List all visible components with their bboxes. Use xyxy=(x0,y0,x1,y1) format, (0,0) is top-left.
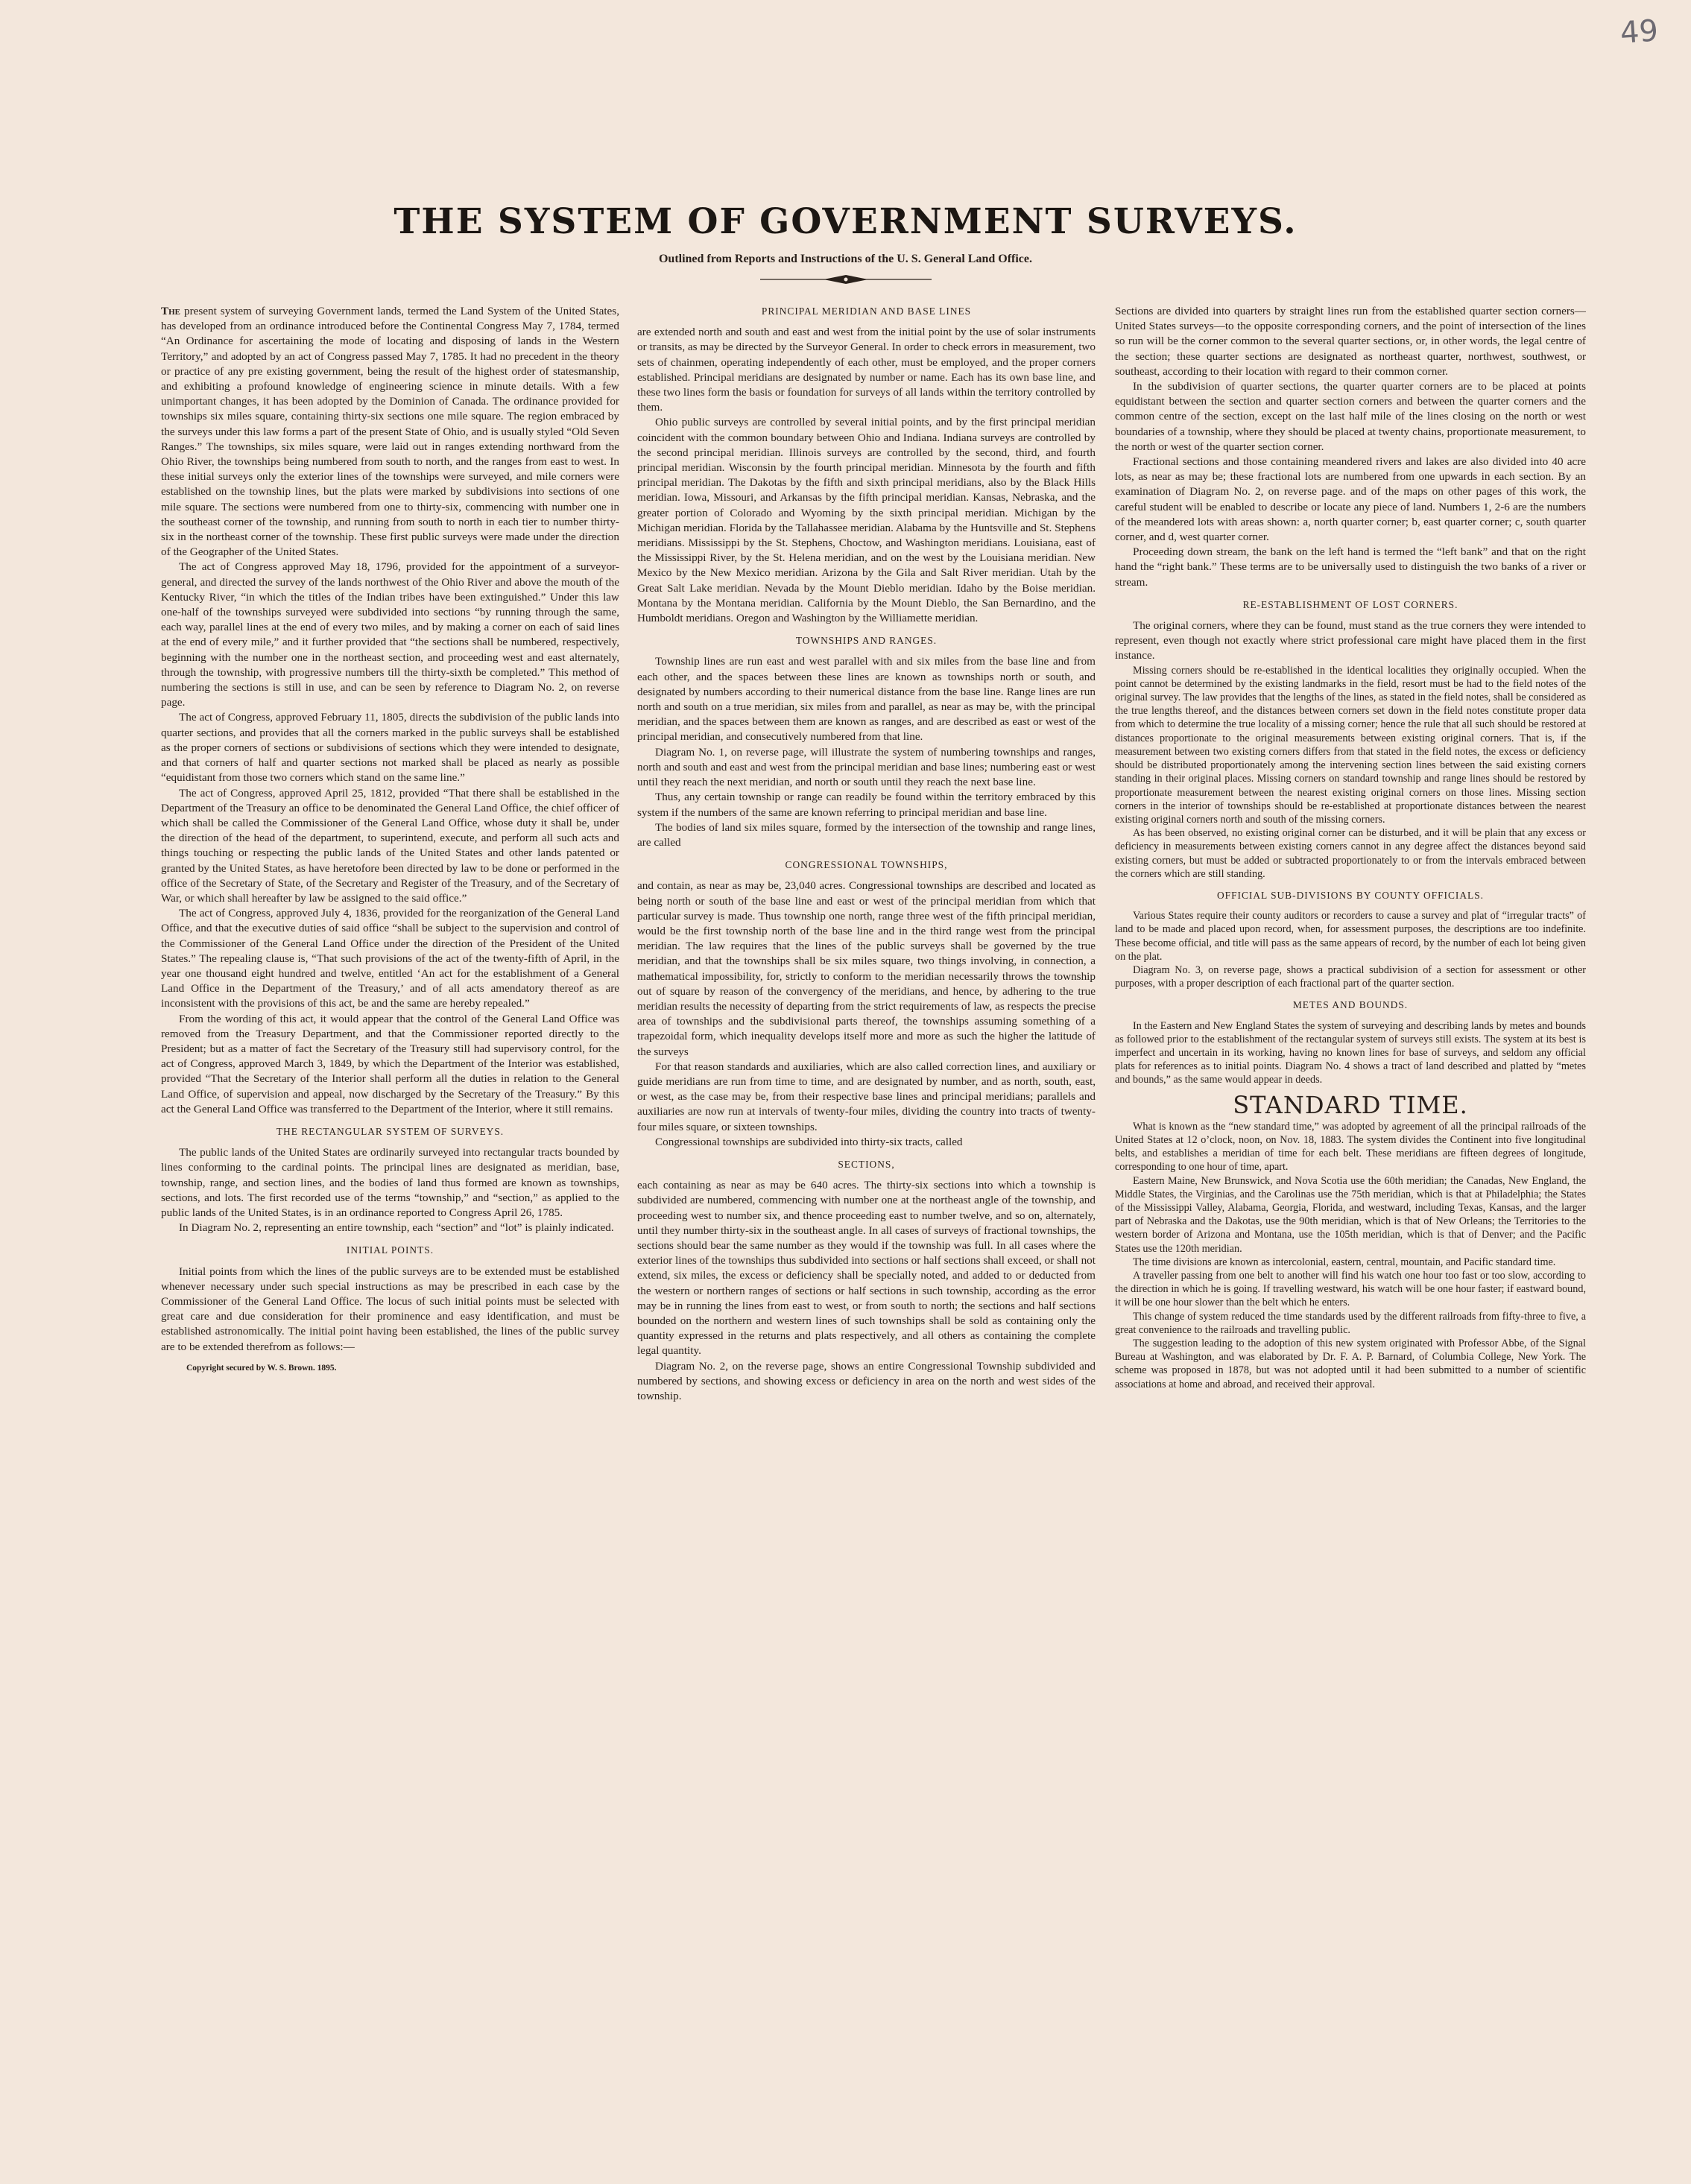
paragraph: Various States require their county auditors or recorders to cause a survey and plat of “irregular tracts” of land to be made and placed upon record, when, for assessment purposes, the descriptions are too indefinite. These become official, and title will pass as the same appears of record, by the number of each lot being given on the plat. xyxy=(1115,910,1586,963)
paragraph: The suggestion leading to the adoption of this new system originated with Professor Abbe, of the Signal Bureau at Washington, and was elaborated by Dr. F. A. P. Barnard, of Columbia College, New York. The scheme was proposed in 1878, but was not adopted until it had been submitted to a number of scientific associations at home and abroad, and received their approval. xyxy=(1115,1338,1586,1390)
paragraph-text: present system of surveying Government lands, termed the Land System of the United States, has developed from an ordinance introduced before the Continental Congress May 7, 1784, termed “An Ordinance for ascertaining the mode of locating and disposing of lands in the Western Territory,” and adopted by an act of Congress passed May 7, 1785. It had no precedent in the theory or practice of any pre existing government, being the result of the highest order of statesmanship, and exhibiting a profound knowledge of engineering science in minute details. With a few unimportant changes, it has been adopted by the Dominion of Canada. The ordinance provided for townships six miles square, containing thirty-six sections one mile square. The region embraced by the surveys under this law forms a part of the present State of Ohio, and is usually styled “Old Seven Ranges.” The townships, six miles square, were laid out in ranges extending northward from the Ohio River, the townships being numbered from south to north, and the ranges from east to west. In these initial surveys only the exterior lines of the townships were surveyed, and mile corners were established on the township lines, but the plats were marked by subdivisions into sections of one mile square. The sections were numbered from one to thirty-six, commencing with number one in the southeast corner of the township, and running from south to north in each tier to number thirty-six in the northeast corner of the township. These first public surveys were made under the direction of the Geographer of the United States. xyxy=(161,305,619,559)
paragraph: From the wording of this act, it would appear that the control of the General Land Office was removed from the Treasury Department, and that the Commissioner reported directly to the President; but as a matter of fact the Secretary of the Treasury still had supervisory control, for the act of Congress, approved March 3, 1849, by which the Department of the Interior was established, provided “That the Secretary of the Interior shall perform all the duties in relation to the General Land Office, of supervision and appeal, now discharged by the Secretary of the Treasury.” By this act the General Land Office was transferred to the Department of the Interior, where it still remains. xyxy=(161,1012,619,1115)
section-heading-sections: SECTIONS, xyxy=(838,1158,895,1170)
paragraph: The act of Congress, approved April 25, 1812, provided “That there shall be established in the Department of the Treasury an office to be denominated the General Land Office, the chief officer of which shall be called the Commissioner of the General Land Office, whose duty it shall be, under the direction of the head of the department, to superintend, execute, and perform all such acts and things touching or respecting the public lands of the United States and other lands patented or granted by the United States, as have heretofore been directed by law to be done or performed in the office of the Secretary of State, of the Secretary and Register of the Treasury, and of the Secretary of War, or which shall hereafter by law be assigned to the said office.” xyxy=(161,786,619,905)
paragraph: each containing as near as may be 640 acres. The thirty-six sections into which a township is subdivided are numbered, commencing with number one at the northeast angle of the township, and proceeding west to number six, and thence proceeding east to number twelve, and so on, alternately, until they number thirty-six in the southeast angle. In all cases of surveys of fractional townships, the sections should bear the same number as they would if the township was full. In all cases where the exterior lines of the townships thus subdivided into sections or half sections shall exceed, or shall not extend, six miles, the excess or deficiency shall be specially noted, and added to or deducted from the western or northern ranges of sections or half sections in such township, according as the error may be in running the lines from east to west, or from south to north; the sections and half sections bounded on the northern and western lines of such townships shall be sold as containing only the quantity expressed in the returns and plats respectively, and all others as containing the complete legal quantity. xyxy=(637,1179,1096,1358)
paragraph: The original corners, where they can be found, must stand as the true corners they were intended to represent, even though not exactly where strict professional care might have placed them in the first instance. xyxy=(1115,619,1586,662)
paragraph: Sections are divided into quarters by straight lines run from the established quarter section corners—United States surveys—to the opposite corresponding corners, and the point of intersection of the lines so run will be the corner common to the several quarter sections, or, in other words, the legal centre of the section; these quarter sections are designated as northeast quarter, northwest, southwest, or southeast, according to their location with regard to their common corner. xyxy=(1115,305,1586,378)
copyright-notice: Copyright secured by W. S. Brown. 1895. xyxy=(186,1363,337,1373)
paragraph: In the subdivision of quarter sections, the quarter quarter corners are to be placed at points equidistant between the section and quarter section corners and between the quarter corners and the common centre of the section, except on the last half mile of the lines closing on the north or west boundaries of a township, where they should be placed at twenty chains, proportionate measurement, to the north or west of the quarter section corner. xyxy=(1115,380,1586,453)
paragraph: Fractional sections and those containing meandered rivers and lakes are also divided into 40 acre lots, as near as may be; these fractional lots are numbered from one upwards in each section. By an examination of Diagram No. 2, on reverse page. and of the maps on other pages of this work, the careful student will be enabled to describe or locate any piece of land. Numbers 1, 2-6 are the numbers of the meandered lots with areas shown: a, north quarter corner; b, east quarter corner; c, south quarter corner, and d, west quarter corner. xyxy=(1115,455,1586,544)
page-title: THE SYSTEM OF GOVERNMENT SURVEYS. xyxy=(393,201,1298,242)
section-heading-rectangular-system: THE RECTANGULAR SYSTEM OF SURVEYS. xyxy=(276,1125,505,1137)
standard-time-heading: STANDARD TIME. xyxy=(1233,1090,1468,1119)
paragraph: Ohio public surveys are controlled by several initial points, and by the first principal meridian coincident with the common boundary between Ohio and Indiana. Indiana surveys are controlled by the second principal meridian. Illinois surveys are controlled by the second, third, and fourth principal meridian. Wisconsin by the fourth principal meridian. Minnesota by the fourth and fifth principal meridian. The Dakotas by the fifth and sixth principal meridians, also by the Black Hills meridian. Iowa, Missouri, and Arkansas by the fifth principal meridian. Kansas, Nebraska, and the greater portion of Colorado and Wyoming by the sixth principal meridian. Michigan by the Michigan meridian. Florida by the Tallahassee meridian. Alabama by the Huntsville and St. Stephens meridians. Mississippi by the St. Stephens, Choctow, and Washington meridians. Louisiana, east of the Mississippi River, by the St. Helena meridian, and on the west by the Louisiana meridian. New Mexico by the New Mexico meridian. Arizona by the Gila and Salt River meridian. Utah by the Great Salt Lake meridian. Nevada by the Mount Dieblo meridian. Idaho by the Boise meridian. Montana by the Montana meridian. California by the Mount Dieblo, the San Bernardino, and the Humboldt meridians. Oregon and Washington by the Williamette meridian. xyxy=(637,416,1096,625)
section-heading-congressional-townships: CONGRESSIONAL TOWNSHIPS, xyxy=(785,859,948,871)
paragraph: The time divisions are known as intercolonial, eastern, central, mountain, and Pacific standard time. xyxy=(1133,1256,1556,1268)
paragraph: and contain, as near as may be, 23,040 acres. Congressional townships are described and located as being north or south of the base line and east or west of the principal meridian from which that particular survey is made. Thus township one north, range three west of the fifth principal meridian, would be the first township north of the base line and in the third range west from the principal meridian. The law requires that the lines of the public surveys shall be governed by the true meridian, and that the townships shall be six miles square, two things involving, in connection, a mathematical impossibility, for, strictly to conform to the meridian necessarily throws the township out of square by reason of the convergency of the meridians, and hence, by adhering to the true meridian results the necessity of departing from the strict requirements of law, as respects the precise area of townships and the subdivisional parts thereof, the townships assuming something of a trapezoidal form, which inequality develops itself more and more as such the higher the latitude of the surveys xyxy=(637,879,1096,1058)
paragraph: Diagram No. 3, on reverse page, shows a practical subdivision of a section for assessment or other purposes, with a proper description of each fractional part of the quarter section. xyxy=(1115,963,1586,990)
paragraph: Proceeding down stream, the bank on the left hand is termed the “left bank” and that on the right hand the “right bank.” These terms are to be universally used to distinguish the two banks of a river or stream. xyxy=(1115,545,1586,589)
text-column-2 xyxy=(637,304,1096,1404)
paragraph: For that reason standards and auxiliaries, which are also called correction lines, and auxiliary or guide meridians are run from time to time, and are designated by number, and as north, south, east, or west, as the case may be, from their respective base lines and principal meridians; parallels and auxiliaries are now run at intervals of twenty-four miles, dividing the country into tracts of twenty-four miles square, or sixteen townships. xyxy=(637,1060,1096,1133)
small-text-block xyxy=(1115,664,1586,1391)
paragraph: Congressional townships are subdivided into thirty-six tracts, called xyxy=(655,1135,963,1148)
paragraph: The public lands of the United States are ordinarily surveyed into rectangular tracts bounded by lines conforming to the cardinal points. The principal lines are designated as meridian, base, township, range, and section lines, and the bodies of land thus formed are known as townships, sections, and lots. The first recorded use of the terms “township,” and “section,” as applied to the public lands of the United States, is in an ordinance reported to Congress April 26, 1785. xyxy=(161,1146,619,1219)
text-column-3 xyxy=(1115,304,1586,1391)
paragraph: Initial points from which the lines of the public surveys are to be extended must be established whenever necessary under such special instructions as may be prescribed in each case by the Commissioner of the General Land Office. The locus of such initial points must be selected with great care and due consideration for their prominence and easy identification, and must be established astronomically. The initial point having been established, the lines of the public survey are to be extended therefrom as follows:— xyxy=(161,1264,619,1353)
paragraph: are extended north and south and east and west from the initial point by the use of solar instruments or transits, as may be directed by the Surveyor General. In order to check errors in measurement, two sets of chainmen, operating independently of each other, must be employed, and the proper corners established. Principal meridians are designated by number or name. Each has its own base line, and these two lines form the basis or foundation for surveys of all lands within the territory controlled by them. xyxy=(637,326,1096,414)
paragraph: This change of system reduced the time standards used by the different railroads from fifty-three to five, a great convenience to the railroads and travelling public. xyxy=(1115,1310,1586,1336)
paragraph: Diagram No. 1, on reverse page, will illustrate the system of numbering townships and ranges, north and south and east and west from the principal meridian and base lines; numbering east or west until they reach the next meridian, and north or south until they reach the next base line. xyxy=(637,745,1096,789)
paragraph: Eastern Maine, New Brunswick, and Nova Scotia use the 60th meridian; the Canadas, New England, the Middle States, the Virginias, and the Carolinas use the 75th meridian, which is that at Philadelphia; the States of the Mississippi Valley, Alabama, Georgia, Florida, and westward, including Texas, Kansas, and the larger part of Nebraska and the Dakotas, use the 90th meridian, which is that of New Orleans; the Territories to the western border of Arizona and Montana, use the 105th meridian, which is that of Denver; and the Pacific States use the 120th meridian. xyxy=(1115,1174,1586,1255)
text-column-1 xyxy=(161,304,619,1376)
paragraph: Township lines are run east and west parallel with and six miles from the base line and from each other, and the spaces between these lines are known as townships north or south, and designated by numbers according to their numerical distance from the base line. Range lines are run north and south on a true meridian, six miles from and parallel, as near as may be, with the principal meridian, and the spaces between them are known as ranges, and are described as east or west of the principal meridian, and consecutively numbered from that line. xyxy=(637,655,1096,744)
section-heading-townships-ranges: TOWNSHIPS AND RANGES. xyxy=(795,635,938,647)
title-block xyxy=(0,201,1691,290)
section-heading-lost-corners: RE-ESTABLISHMENT OF LOST CORNERS. xyxy=(1242,598,1458,610)
title-ornament xyxy=(753,272,939,287)
paragraph: As has been observed, no existing original corner can be disturbed, and it will be plain that any excess or deficiency in measurements between existing corners cannot in any degree affect the distances beyond said existing corners, but must be added or subtracted proportionately to or from the intervals embraced between the corners which are still standing. xyxy=(1115,827,1586,880)
section-heading-initial-points: INITIAL POINTS. xyxy=(346,1244,434,1256)
paragraph: Missing corners should be re-established in the identical localities they originally occupied. When the point cannot be determined by the existing landmarks in the field, resort must be had to the field notes of the original survey. The law provides that the lengths of the lines, as stated in the field notes, shall be considered as the true lengths thereof, and the distances between corners set down in the field notes constitute proper data from which to determine the true locality of a missing corner; hence the rule that all such should be restored at distances proportionate to the original measurements between existing original corners. That is, if the measurement between two existing corners differs from that stated in the field notes, the excess or deficiency should be distributed proportionately among the intervening section lines between the said existing corners standing in their original places. Missing corners on standard township and range lines should be restored by proportionate measurement between the nearest existing original corners on those lines. Missing section corners in the interior of townships should be re-established at proportionate distances between the nearest existing original corners north and south of the missing corners. xyxy=(1115,664,1586,826)
paragraph: Thus, any certain township or range can readily be found within the territory embraced by this system if the numbers of the same are known referring to principal meridian and base line. xyxy=(637,791,1096,819)
paragraph: In the Eastern and New England States the system of surveying and describing lands by metes and bounds as followed prior to the establishment of the rectangular system of surveys still exists. The system at its best is imperfect and uncertain in its working, having no known lines for base of surveys, and seldom any official plats for references as to initial points. Diagram No. 4 shows a tract of land described and platted by “metes and bounds,” as the same would appear in deeds. xyxy=(1115,1019,1586,1086)
paragraph: The act of Congress, approved February 11, 1805, directs the subdivision of the public lands into quarter sections, and provides that all the corners marked in the public surveys shall be established as the proper corners of sections or subdivisions of sections which they were intended to designate, and that corners of half and quarter sections not marked shall be placed as nearly as possible “equidistant from those two corners which stand on the same line.” xyxy=(161,711,619,785)
section-heading-principal-meridian: PRINCIPAL MERIDIAN AND BASE LINES xyxy=(761,306,972,317)
paragraph: Diagram No. 2, on the reverse page, shows an entire Congressional Township subdivided and numbered by sections, and showing excess or deficiency in area on the north and west sides of the township. xyxy=(637,1359,1096,1403)
paragraph: The act of Congress approved May 18, 1796, provided for the appointment of a surveyor-general, and directed the survey of the lands northwest of the Ohio River and above the mouth of the Kentucky River, “in which the titles of the Indian tribes have been extinguished.” Under this law one-half of the townships surveyed were subdivided into sections “by running through the same, each way, parallel lines at the end of every two miles, and by making a corner on each of said lines at the end of every mile,” and it further provided that “the sections shall be numbered, respectively, beginning with the number one in the northeast section, and proceeding west and east alternately, through the township, with progressive numbers till the thirty-sixth be completed.” This method of numbering the sections is still in use, and can be seen by reference to Diagram No. 2, on reverse page. xyxy=(161,560,619,709)
paragraph: The bodies of land six miles square, formed by the intersection of the township and range lines, are called xyxy=(637,820,1096,849)
paragraph: In Diagram No. 2, representing an entire township, each “section” and “lot” is plainly indicated. xyxy=(179,1221,614,1235)
section-heading-official-subdivisions: OFFICIAL SUB-DIVISIONS BY COUNTY OFFICIALS. xyxy=(1216,889,1485,901)
paragraph xyxy=(161,304,619,560)
paragraph: What is known as the “new standard time,” was adopted by agreement of all the principal railroads of the United States at 12 o’clock, noon, on Nov. 18, 1883. The system divides the Continent into five longitudinal belts, and establishes a meridian of time for each belt. These meridians are fifteen degrees of longitude, corresponding to one hour of time, apart. xyxy=(1115,1120,1586,1174)
paragraph: A traveller passing from one belt to another will find his watch one hour too fast or too slow, according to the direction in which he is going. If travelling westward, his watch will be one hour faster; if eastward bound, it will be one hour slower than the belt which he enters. xyxy=(1115,1270,1586,1309)
lead-word: The xyxy=(161,305,181,317)
section-heading-metes-bounds: METES AND BOUNDS. xyxy=(1292,999,1409,1011)
page-subtitle: Outlined from Reports and Instructions of the U. S. General Land Office. xyxy=(658,253,1033,265)
paragraph: The act of Congress, approved July 4, 1836, provided for the reorganization of the General Land Office, and that the executive duties of said office “shall be subject to the supervision and control of the Commissioner of the General Land Office under the direction of the President of the United States.” The repealing clause is, “That such provisions of the act of the twenty-fifth of April, in the year one thousand eight hundred and twelve, entitled ‘An act for the establishment of a General Land Office in the Department of the Treasury,’ and of all acts amendatory thereof as are inconsistent with the provisions of this act, be and the same are hereby repealed.” xyxy=(161,907,619,1010)
page-number: 49 xyxy=(1619,13,1660,51)
